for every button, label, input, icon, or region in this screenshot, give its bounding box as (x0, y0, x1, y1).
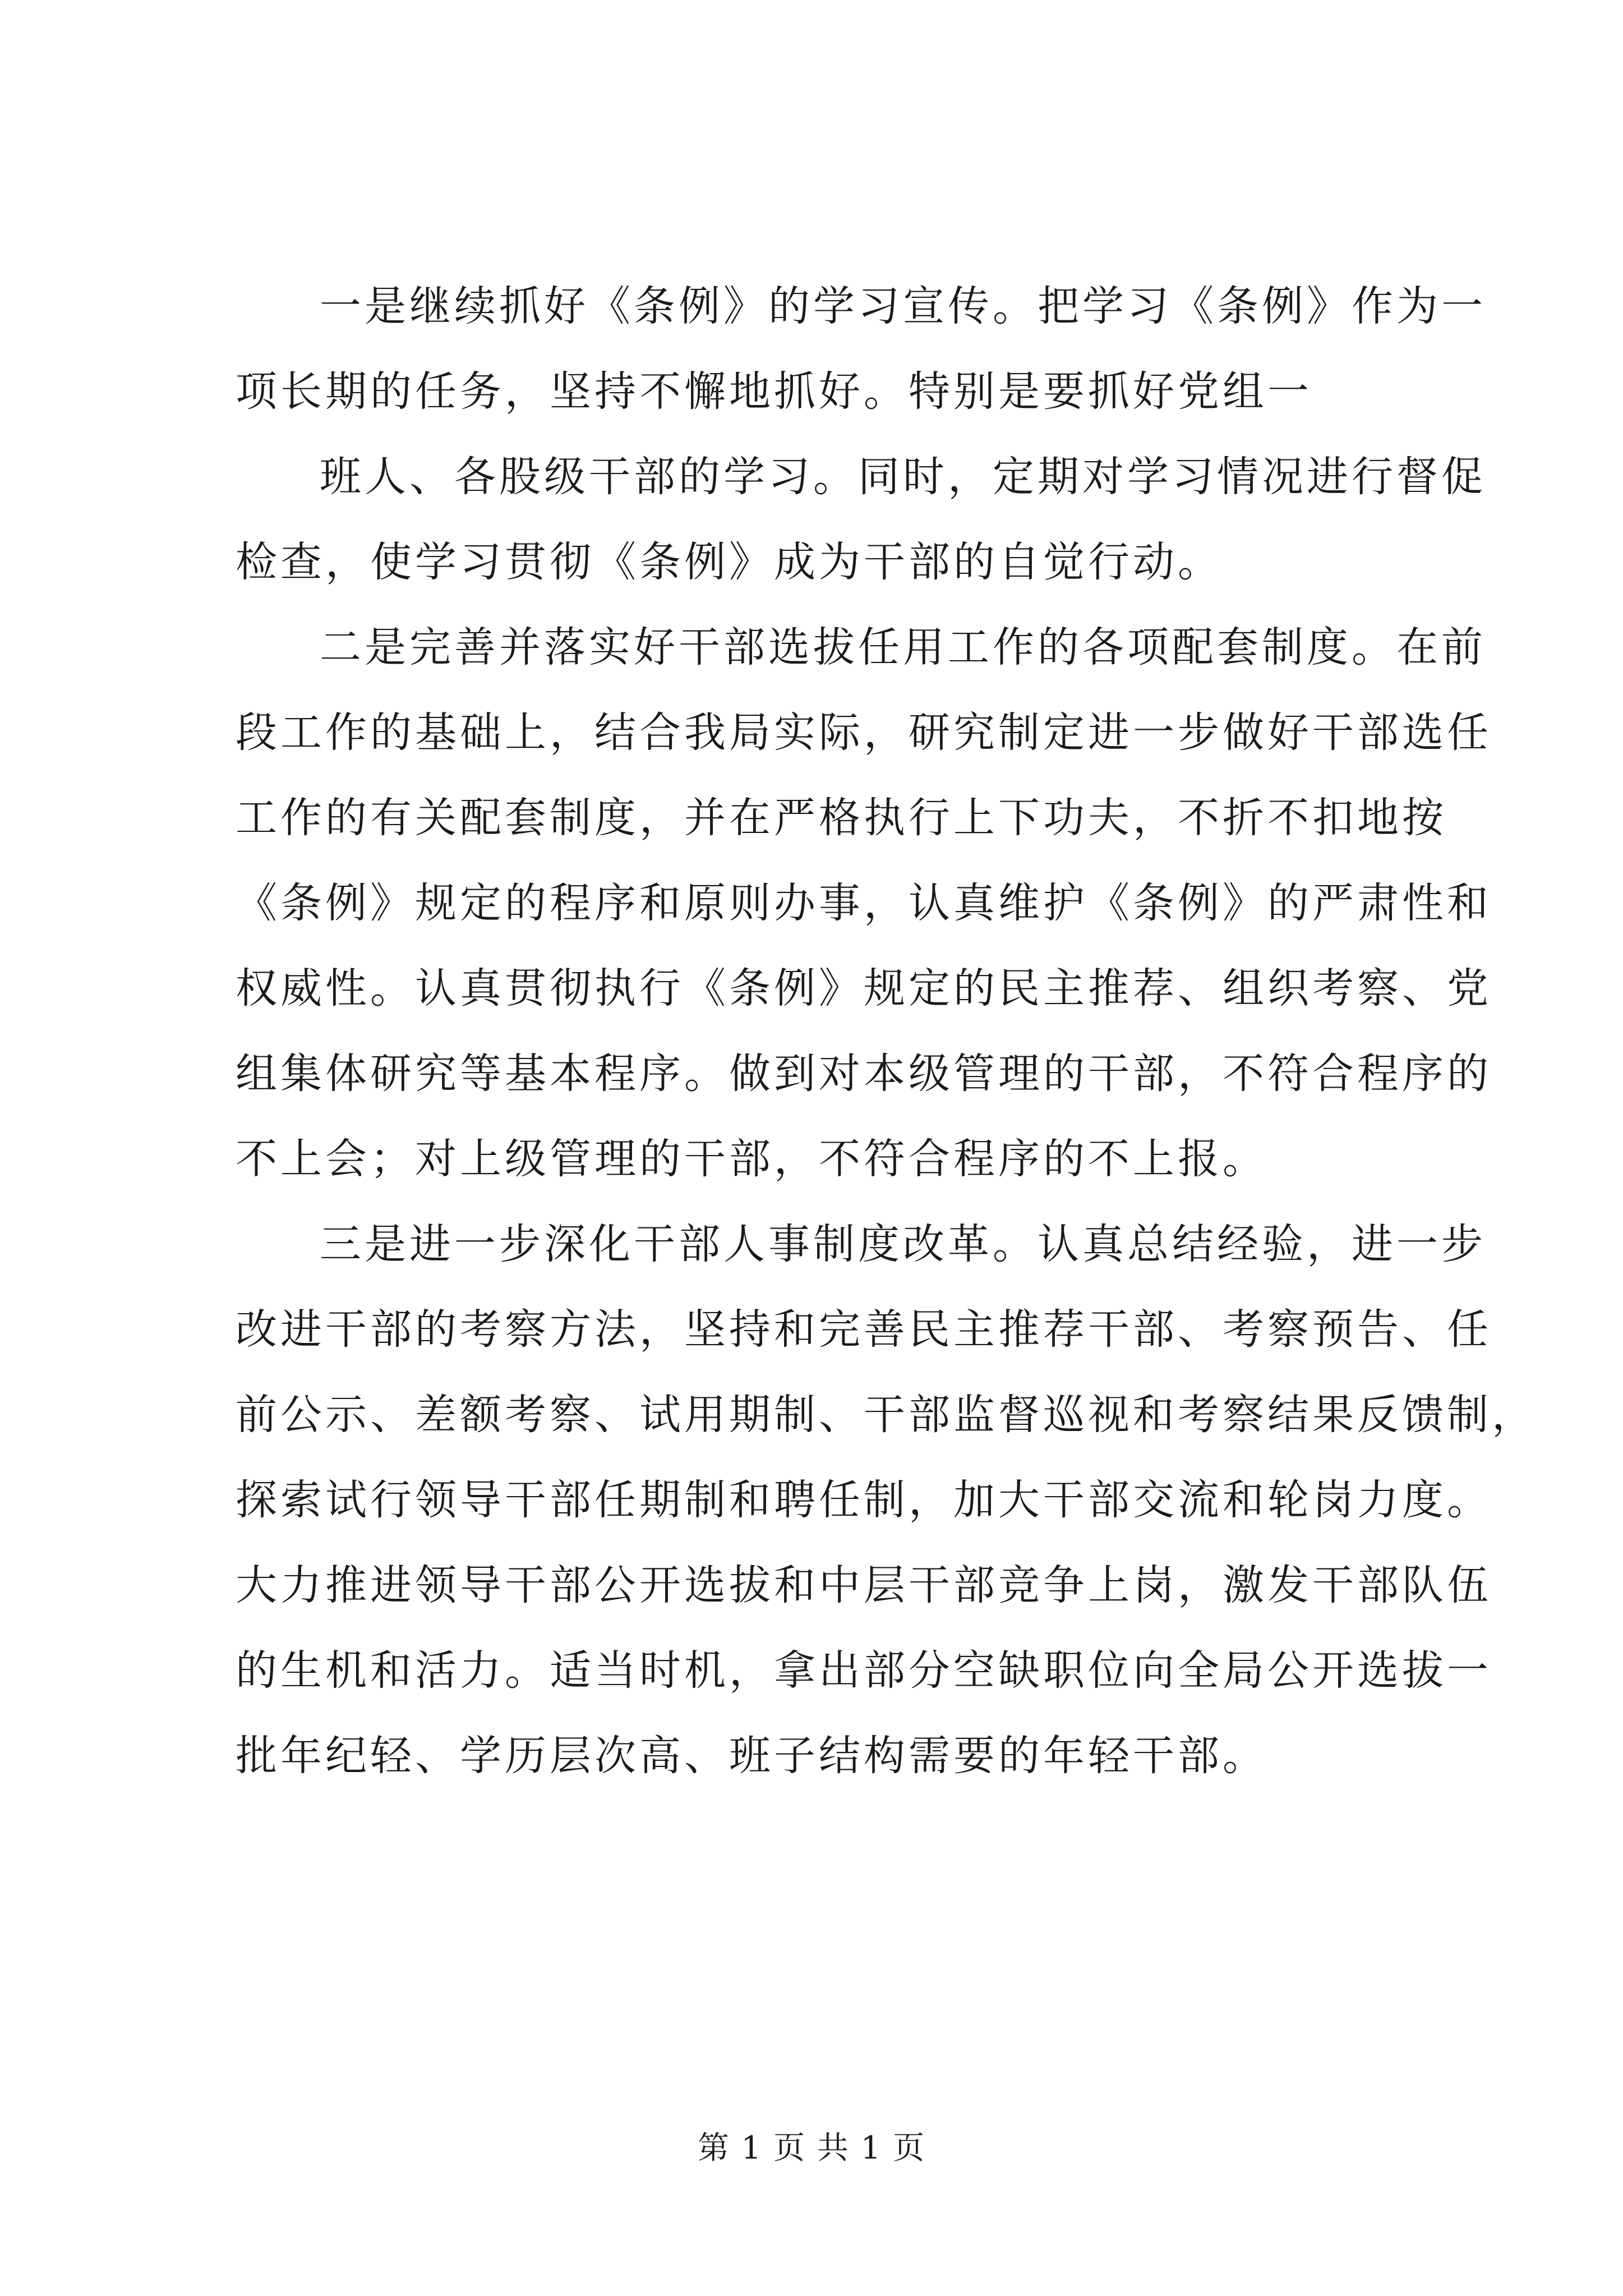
text-line: 《条例》规定的程序和原则办事，认真维护《条例》的严肃性和 (236, 879, 1492, 927)
text-line: 权威性。认真贯彻执行《条例》规定的民主推荐、组织考察、党 (236, 964, 1492, 1013)
text-line: 班人、各股级干部的学习。同时，定期对学习情况进行督促 (320, 453, 1486, 501)
text-line: 组集体研究等基本程序。做到对本级管理的干部，不符合程序的 (236, 1050, 1492, 1098)
text-line: 三是进一步深化干部人事制度改革。认真总结经验，进一步 (320, 1220, 1486, 1268)
text-line: 探索试行领导干部任期制和聘任制，加大干部交流和轮岗力度。 (236, 1476, 1492, 1524)
text-line: 改进干部的考察方法，坚持和完善民主推荐干部、考察预告、任 (236, 1305, 1492, 1354)
text-line: 前公示、差额考察、试用期制、干部监督巡视和考察结果反馈制， (236, 1391, 1537, 1439)
text-line: 大力推进领导干部公开选拔和中层干部竞争上岗，激发干部队伍 (236, 1561, 1492, 1609)
text-line: 一是继续抓好《条例》的学习宣传。把学习《条例》作为一 (320, 282, 1486, 330)
text-line: 批年纪轻、学历层次高、班子结构需要的年轻干部。 (236, 1732, 1267, 1780)
text-line: 不上会；对上级管理的干部，不符合程序的不上报。 (236, 1135, 1267, 1183)
body-text (236, 264, 1537, 1798)
text-line: 的生机和活力。适当时机，拿出部分空缺职位向全局公开选拔一 (236, 1646, 1492, 1695)
text-line: 工作的有关配套制度，并在严格执行上下功夫，不折不扣地按 (236, 794, 1447, 842)
page-number-label: 第 1 页 共 1 页 (697, 2130, 926, 2166)
text-line: 二是完善并落实好干部选拔任用工作的各项配套制度。在前 (320, 623, 1486, 671)
page-footer (0, 2129, 1623, 2168)
text-line: 项长期的任务，坚持不懈地抓好。特别是要抓好党组一 (236, 367, 1312, 416)
text-line: 段工作的基础上，结合我局实际，研究制定进一步做好干部选任 (236, 708, 1492, 757)
text-line: 检查，使学习贯彻《条例》成为干部的自觉行动。 (236, 538, 1223, 586)
